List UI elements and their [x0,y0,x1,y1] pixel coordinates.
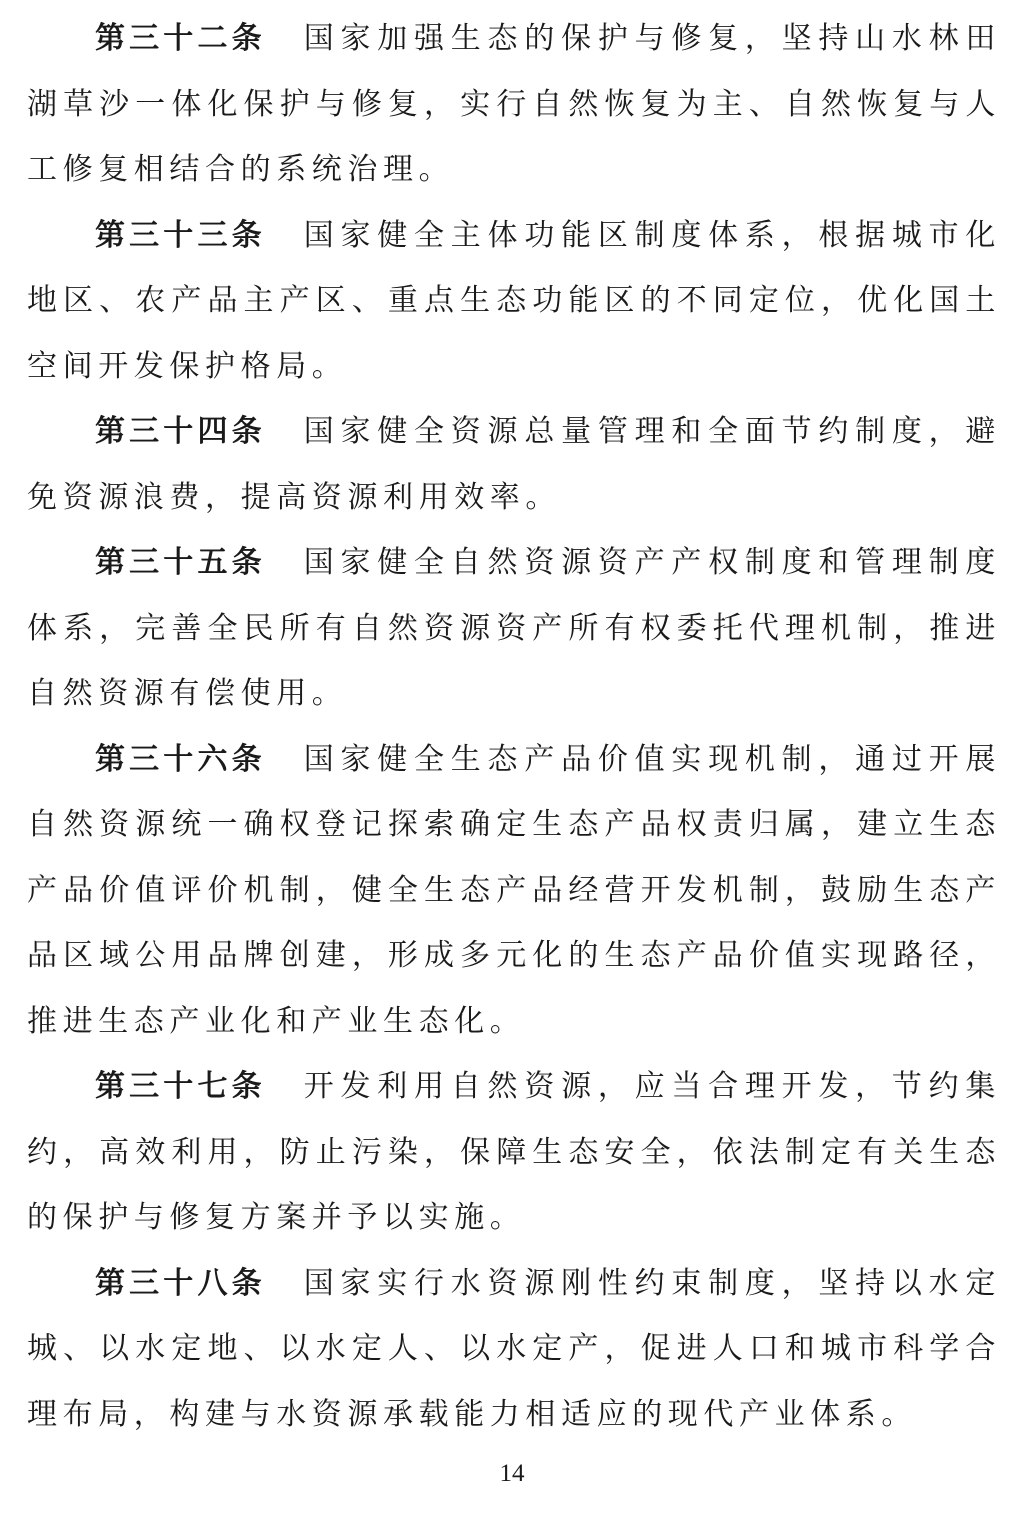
article-number: 第三十五条 [95,545,266,580]
page-number: 14 [499,1460,525,1487]
article-35 [27,530,1001,727]
article-text: 开发利用自然资源，应当合理开发，节约集约，高效利用，防止污染，保障生态安全，依法制定有关生态的保护与修复方案并予以实施。 [27,1069,1001,1235]
article-number: 第三十六条 [95,741,266,777]
article-36 [27,727,1001,1055]
article-text: 国家健全自然资源资产产权制度和管理制度体系，完善全民所有自然资源资产所有权委托代理机制，推进自然资源有偿使用。 [27,545,1001,711]
article-text: 国家加强生态的保护与修复，坚持山水林田湖草沙一体化保护与修复，实行自然恢复为主、自然恢复与人工修复相结合的系统治理。 [27,21,1001,187]
document-page [27,6,1001,1447]
article-text: 国家健全主体功能区制度体系，根据城市化地区、农产品主产区、重点生态功能区的不同定位，优化国土空间开发保护格局。 [27,217,1001,384]
article-33 [27,203,1001,400]
article-34 [27,399,1001,530]
article-text: 国家健全资源总量管理和全面节约制度，避免资源浪费，提高资源利用效率。 [27,414,1001,515]
article-number: 第三十四条 [95,414,266,449]
article-text: 国家实行水资源刚性约束制度，坚持以水定城、以水定地、以水定人、以水定产，促进人口和城市科学合理布局，构建与水资源承载能力相适应的现代产业体系。 [27,1265,1001,1432]
article-number: 第三十三条 [95,217,266,253]
article-37 [27,1054,1001,1251]
article-38 [27,1251,1001,1448]
article-number: 第三十八条 [95,1265,266,1301]
article-number: 第三十七条 [95,1069,266,1104]
article-32 [27,6,1001,203]
article-number: 第三十二条 [95,21,266,56]
article-text: 国家健全生态产品价值实现机制，通过开展自然资源统一确权登记探索确定生态产品权责归属，建立生态产品价值评价机制，健全生态产品经营开发机制，鼓励生态产品区域公用品牌创建，形成多元化的生态产品价值实现路径，推进生态产业化和产业生态化。 [27,741,1001,1039]
